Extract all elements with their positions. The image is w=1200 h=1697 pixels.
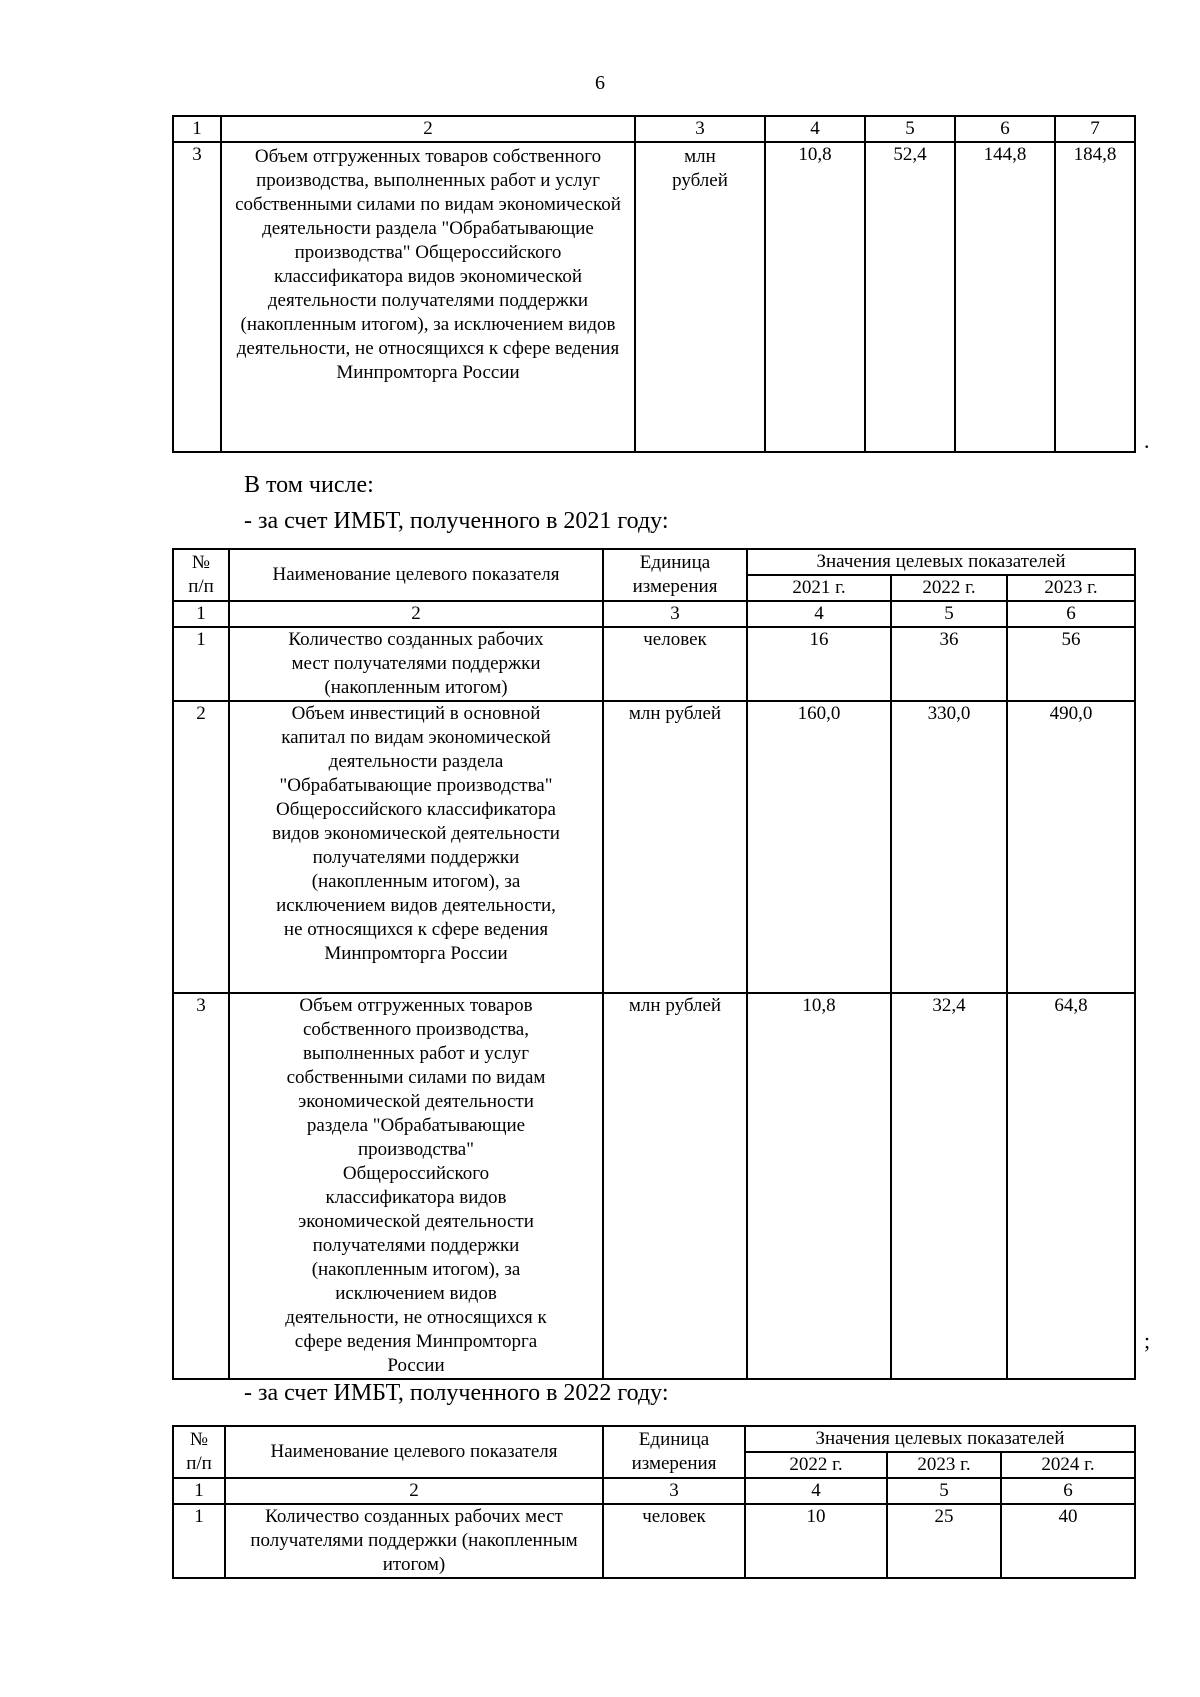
indicator-name: Количество созданных рабочих мест получателями поддержки (накопленным итогом) xyxy=(225,1504,603,1578)
header-year: 2023 г. xyxy=(887,1452,1001,1478)
value-cell: 52,4 xyxy=(865,142,955,452)
table-row xyxy=(173,1504,1135,1578)
page-number: 6 xyxy=(595,72,605,94)
column-number: 4 xyxy=(745,1478,887,1504)
table-header-row xyxy=(173,1426,1135,1452)
value-cell: 144,8 xyxy=(955,142,1055,452)
value-cell: 160,0 xyxy=(747,701,891,993)
header-target-values: Значения целевых показателей xyxy=(745,1426,1135,1452)
indicators-table-2022 xyxy=(172,1425,1136,1579)
column-number: 6 xyxy=(1007,601,1135,627)
column-number: 2 xyxy=(225,1478,603,1504)
row-number: 3 xyxy=(173,142,221,452)
header-number: № п/п xyxy=(173,549,229,601)
value-cell: 10 xyxy=(745,1504,887,1578)
table-column-numbers-row xyxy=(173,601,1135,627)
indicator-name: Количество созданных рабочих мест получателями поддержки (накопленным итогом) xyxy=(229,627,603,701)
table1-trailing-punctuation: . xyxy=(1144,428,1150,453)
row-number: 3 xyxy=(173,993,229,1379)
column-number: 3 xyxy=(603,1478,745,1504)
value-cell: 40 xyxy=(1001,1504,1135,1578)
column-number: 2 xyxy=(221,116,635,142)
row-number: 1 xyxy=(173,627,229,701)
unit-cell: млн рублей xyxy=(635,142,765,452)
indicator-name: Объем отгруженных товаров собственного производства, выполненных работ и услуг собственными силами по видам экономической деятельности раздела "Обрабатывающие производства" Общероссийского классификатора видов экономической деятельности получателями поддержки (накопленным итогом), за исключением видов деятельности, не относящихся к сфере ведения Минпромторга России xyxy=(221,142,635,452)
table-header-row xyxy=(173,549,1135,575)
value-cell: 490,0 xyxy=(1007,701,1135,993)
unit-cell: млн рублей xyxy=(603,701,747,993)
column-number: 4 xyxy=(747,601,891,627)
header-indicator-name: Наименование целевого показателя xyxy=(225,1426,603,1478)
value-cell: 32,4 xyxy=(891,993,1007,1379)
header-target-values: Значения целевых показателей xyxy=(747,549,1135,575)
header-year: 2022 г. xyxy=(745,1452,887,1478)
column-number: 5 xyxy=(891,601,1007,627)
column-number: 5 xyxy=(887,1478,1001,1504)
column-number: 3 xyxy=(635,116,765,142)
column-number: 6 xyxy=(1001,1478,1135,1504)
value-cell: 16 xyxy=(747,627,891,701)
column-number: 2 xyxy=(229,601,603,627)
unit-cell: человек xyxy=(603,1504,745,1578)
header-year: 2023 г. xyxy=(1007,575,1135,601)
column-number: 3 xyxy=(603,601,747,627)
table-row xyxy=(173,627,1135,701)
unit-cell: млн рублей xyxy=(603,993,747,1379)
column-number: 1 xyxy=(173,1478,225,1504)
intro-line-2022: - за счет ИМБТ, полученного в 2022 году: xyxy=(244,1380,669,1406)
indicator-name: Объем инвестиций в основной капитал по видам экономической деятельности раздела "Обрабатывающие производства" Общероссийского классификатора видов экономической деятельности получателями поддержки (накопленным итогом), за исключением видов деятельности, не относящихся к сфере ведения Минпромторга России xyxy=(229,701,603,993)
column-number: 1 xyxy=(173,601,229,627)
header-year: 2021 г. xyxy=(747,575,891,601)
table-row xyxy=(173,993,1135,1379)
header-year: 2022 г. xyxy=(891,575,1007,601)
header-year: 2024 г. xyxy=(1001,1452,1135,1478)
value-cell: 25 xyxy=(887,1504,1001,1578)
header-unit: Единица измерения xyxy=(603,549,747,601)
column-number: 6 xyxy=(955,116,1055,142)
header-indicator-name: Наименование целевого показателя xyxy=(229,549,603,601)
indicators-table-2021 xyxy=(172,548,1136,1380)
indicator-name: Объем отгруженных товаров собственного производства, выполненных работ и услуг собственными силами по видам экономической деятельности раздела "Обрабатывающие производства" Общероссийского классификатора видов экономической деятельности получателями поддержки (накопленным итогом), за исключением видов деятельности, не относящихся к сфере ведения Минпромторга России xyxy=(229,993,603,1379)
indicators-table-continued xyxy=(172,115,1136,453)
column-number: 4 xyxy=(765,116,865,142)
column-number: 5 xyxy=(865,116,955,142)
value-cell: 64,8 xyxy=(1007,993,1135,1379)
value-cell: 56 xyxy=(1007,627,1135,701)
column-number: 7 xyxy=(1055,116,1135,142)
header-unit: Единица измерения xyxy=(603,1426,745,1478)
value-cell: 184,8 xyxy=(1055,142,1135,452)
value-cell: 10,8 xyxy=(747,993,891,1379)
value-cell: 36 xyxy=(891,627,1007,701)
intro-line-2021: - за счет ИМБТ, полученного в 2021 году: xyxy=(244,508,669,534)
row-number: 1 xyxy=(173,1504,225,1578)
header-number: № п/п xyxy=(173,1426,225,1478)
table-header-row xyxy=(173,116,1135,142)
table2-trailing-punctuation: ; xyxy=(1144,1328,1151,1353)
intro-line-including: В том числе: xyxy=(244,472,374,498)
table-row xyxy=(173,701,1135,993)
table-row xyxy=(173,142,1135,452)
row-number: 2 xyxy=(173,701,229,993)
value-cell: 330,0 xyxy=(891,701,1007,993)
unit-cell: человек xyxy=(603,627,747,701)
table-column-numbers-row xyxy=(173,1478,1135,1504)
column-number: 1 xyxy=(173,116,221,142)
value-cell: 10,8 xyxy=(765,142,865,452)
